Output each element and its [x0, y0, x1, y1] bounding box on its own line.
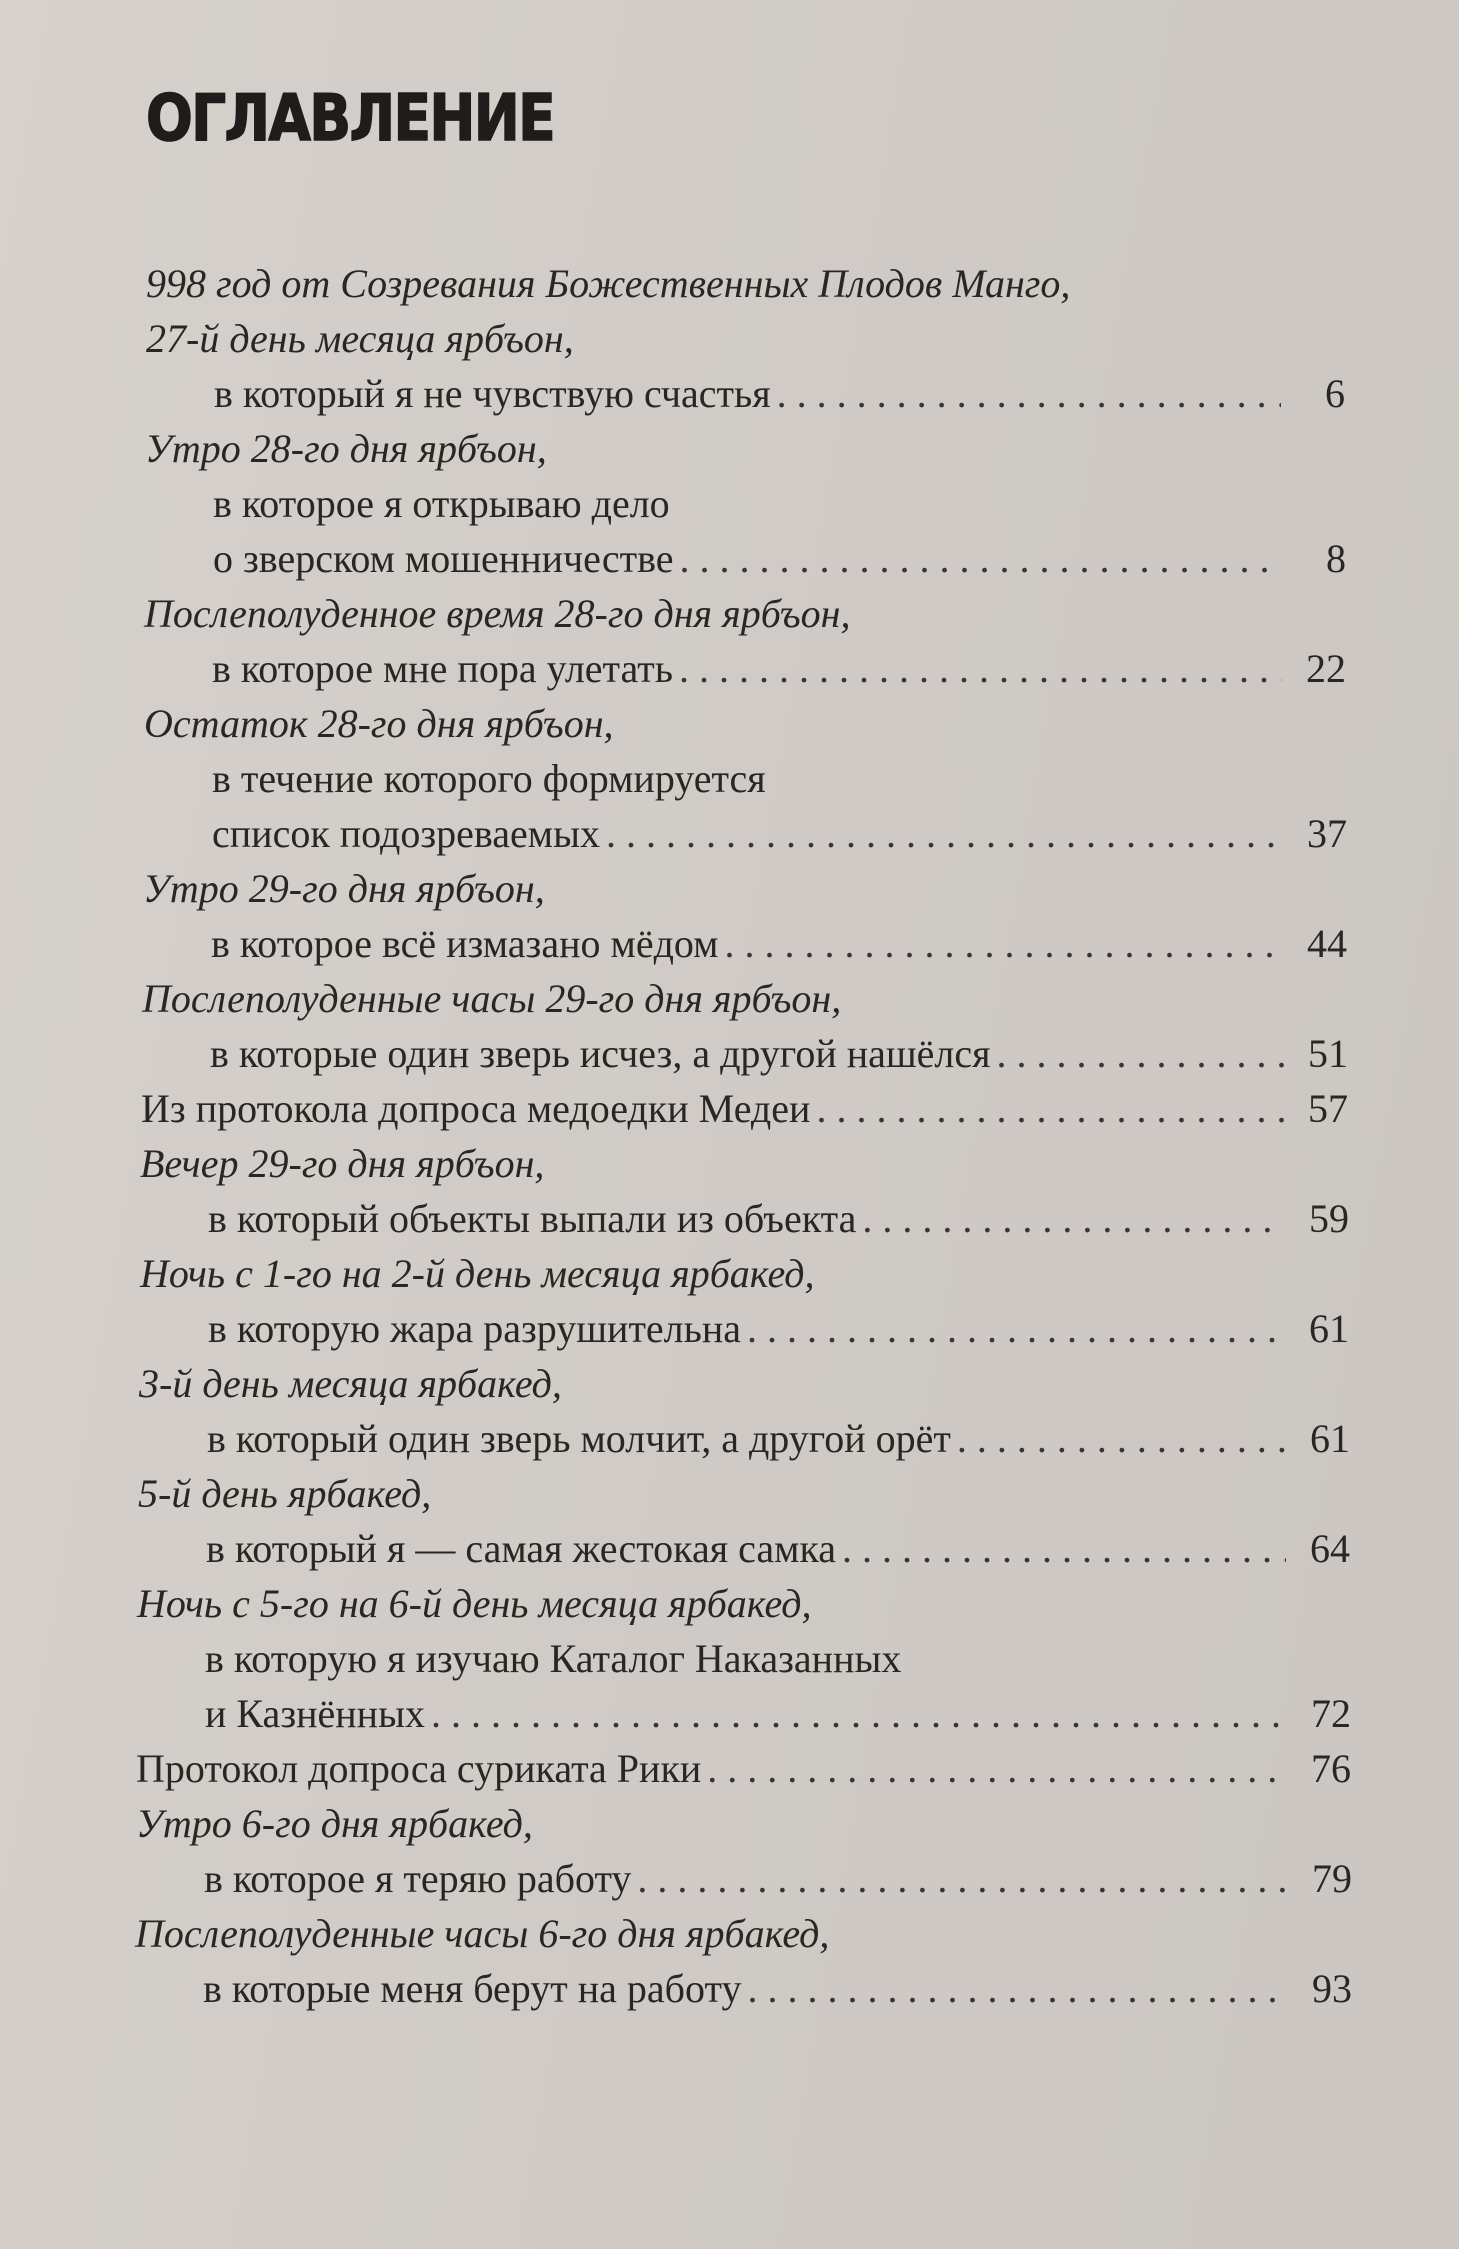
dot-leader [606, 806, 1283, 862]
toc-heading: Остаток 28-го дня ярбъон, [144, 701, 614, 746]
toc-heading: Послеполуденное время 28-го дня ярбъон, [144, 591, 851, 636]
dot-leader [842, 1521, 1286, 1577]
page-number: 61 [1310, 1416, 1350, 1461]
toc-entry[interactable] [211, 916, 1347, 972]
toc-heading: 998 год от Созревания Божественных Плодов Манго, [146, 261, 1071, 306]
page-number: 57 [1308, 1086, 1348, 1131]
toc-entry[interactable] [207, 1411, 1350, 1467]
dot-leader [957, 1411, 1286, 1467]
page-number: 76 [1311, 1746, 1351, 1791]
page-number: 79 [1312, 1856, 1352, 1901]
page-title: ОГЛАВЛЕНИЕ [146, 82, 554, 156]
toc-heading: Утро 29-го дня ярбъон, [143, 866, 545, 911]
toc-entry-text: в который я не чувствую счастья [214, 371, 771, 416]
toc-heading: 5-й день ярбакед, [138, 1471, 432, 1516]
toc-entry-text: в течение которого формируется [212, 756, 766, 801]
page-number: 44 [1307, 921, 1347, 966]
toc-entry-text: Из протокола допроса медоедки Медеи [141, 1086, 811, 1131]
toc-entry[interactable] [205, 1686, 1351, 1742]
toc-entry-text: в которые меня берут на работу [203, 1966, 742, 2011]
toc-entry[interactable] [208, 1191, 1349, 1247]
page-number: 22 [1306, 646, 1346, 691]
dot-leader [637, 1851, 1288, 1907]
page-number: 59 [1309, 1196, 1349, 1241]
page-number: 72 [1311, 1691, 1351, 1736]
toc-entry[interactable] [210, 1026, 1348, 1082]
toc-entry-text: и Казнённых [205, 1691, 425, 1736]
toc-heading: 27-й день месяца ярбъон, [146, 316, 574, 361]
dot-leader [747, 1961, 1288, 2017]
dot-leader [707, 1741, 1287, 1797]
toc-entry-text: список подозреваемых [212, 811, 600, 856]
toc-heading: Ночь с 5-го на 6-й день месяца ярбакед, [137, 1581, 812, 1626]
dot-leader [679, 641, 1282, 697]
toc-entry[interactable] [214, 366, 1345, 422]
toc-heading: Ночь с 1-го на 2-й день месяца ярбакед, [140, 1251, 815, 1296]
toc-entry-text: в который я — самая жестокая самка [206, 1526, 837, 1571]
toc-entry[interactable] [204, 1851, 1352, 1907]
toc-entry-text: в которые один зверь исчез, а другой нашёлся [210, 1031, 991, 1076]
toc-heading: Послеполуденные часы 6-го дня ярбакед, [135, 1911, 830, 1956]
page-number: 64 [1310, 1526, 1350, 1571]
dot-leader [680, 531, 1282, 587]
dot-leader [777, 366, 1281, 422]
toc-entry-text: в которое мне пора улетать [212, 646, 673, 691]
dot-leader [816, 1081, 1284, 1137]
toc-heading: 3-й день месяца ярбакед, [139, 1361, 562, 1406]
toc-entry-text: в которое всё измазано мёдом [211, 921, 719, 966]
toc-entry[interactable] [208, 1301, 1349, 1357]
toc-entry[interactable] [141, 1081, 1348, 1137]
toc-entry-text: о зверском мошенничестве [213, 536, 674, 581]
toc-entry-text: в который объекты выпали из объекта [208, 1196, 857, 1241]
toc-entry[interactable] [203, 1961, 1352, 2017]
dot-leader [997, 1026, 1284, 1082]
toc-entry-text: Протокол допроса суриката Рики [136, 1746, 702, 1791]
page-number: 6 [1325, 371, 1345, 416]
toc-entry[interactable] [212, 641, 1346, 697]
page-number: 93 [1312, 1966, 1352, 2011]
page-number: 51 [1308, 1031, 1348, 1076]
toc-entry[interactable] [136, 1741, 1351, 1797]
toc-heading: Вечер 29-го дня ярбъон, [140, 1141, 545, 1186]
toc-heading: Послеполуденные часы 29-го дня ярбъон, [142, 976, 842, 1021]
dot-leader [431, 1686, 1287, 1742]
toc-entry-text: в которую жара разрушительна [208, 1306, 742, 1351]
toc-entry[interactable] [212, 806, 1347, 862]
toc-entry-text: в который один зверь молчит, а другой орёт [207, 1416, 951, 1461]
dot-leader [724, 916, 1283, 972]
toc-heading: Утро 6-го дня ярбакед, [136, 1801, 533, 1846]
toc-entry-text: в которое я теряю работу [204, 1856, 632, 1901]
toc-entry-text: в которую я изучаю Каталог Наказанных [205, 1636, 902, 1681]
page-number: 8 [1326, 536, 1346, 581]
dot-leader [747, 1301, 1285, 1357]
toc-entry-text: в которое я открываю дело [213, 481, 670, 526]
page-number: 37 [1307, 811, 1347, 856]
toc-heading: Утро 28-го дня ярбъон, [145, 426, 547, 471]
toc-entry[interactable] [206, 1521, 1350, 1577]
dot-leader [862, 1191, 1285, 1247]
page-number: 61 [1309, 1306, 1349, 1351]
toc-entry[interactable] [213, 531, 1346, 587]
